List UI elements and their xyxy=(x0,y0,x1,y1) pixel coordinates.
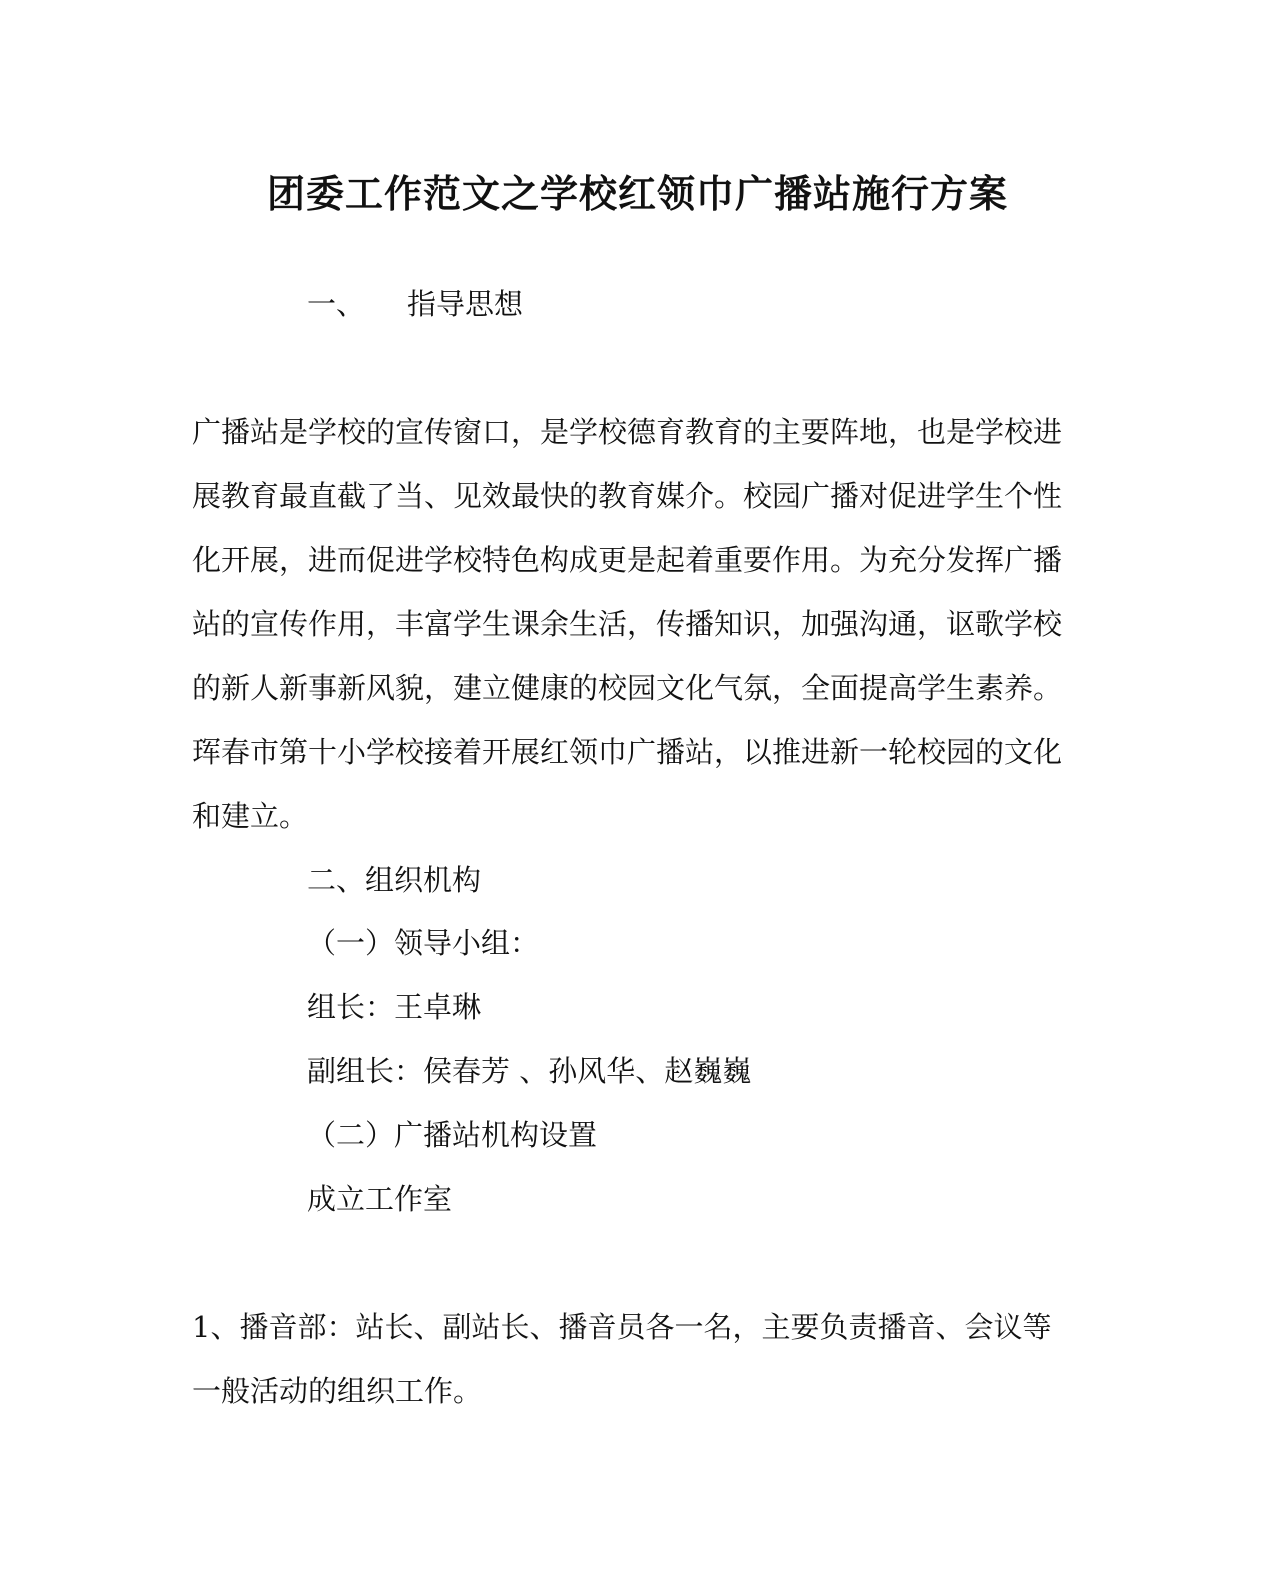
document-title: 团委工作范文之学校红领巾广播站施行方案 xyxy=(266,171,1008,216)
paragraph-1-line: 展教育最直截了当、见效最快的教育媒介。校园广播对促进学生个性 xyxy=(192,479,1063,513)
deputy-leaders-line: 副组长：侯春芳 、孙风华、赵巍巍 xyxy=(307,1054,752,1088)
subsection-2-heading: （二）广播站机构设置 xyxy=(307,1118,598,1152)
paragraph-1-line: 的新人新事新风貌，建立健康的校园文化气氛，全面提高学生素养。 xyxy=(192,671,1063,705)
paragraph-1-line: 和建立。 xyxy=(192,799,309,833)
paragraph-1-line: 珲春市第十小学校接着开展红领巾广播站，以推进新一轮校园的文化 xyxy=(192,735,1063,769)
section-2-heading: 二、组织机构 xyxy=(307,863,482,897)
paragraph-1-line: 广播站是学校的宣传窗口，是学校德育教育的主要阵地，也是学校进 xyxy=(192,415,1063,449)
subsection-1-heading: （一）领导小组： xyxy=(307,926,540,960)
section-1-heading: 指导思想 xyxy=(407,287,524,321)
item-1-line: 一般活动的组织工作。 xyxy=(192,1374,483,1408)
establish-line: 成立工作室 xyxy=(307,1182,453,1216)
item-1-line: 1、播音部：站长、副站长、播音员各一名，主要负责播音、会议等 xyxy=(192,1310,1052,1344)
section-1-number: 一、 xyxy=(307,287,366,321)
leader-line: 组长：王卓琳 xyxy=(307,990,482,1024)
paragraph-1-line: 化开展，进而促进学校特色构成更是起着重要作用。为充分发挥广播 xyxy=(192,543,1063,577)
paragraph-1-line: 站的宣传作用，丰富学生课余生活，传播知识，加强沟通，讴歌学校 xyxy=(192,607,1063,641)
